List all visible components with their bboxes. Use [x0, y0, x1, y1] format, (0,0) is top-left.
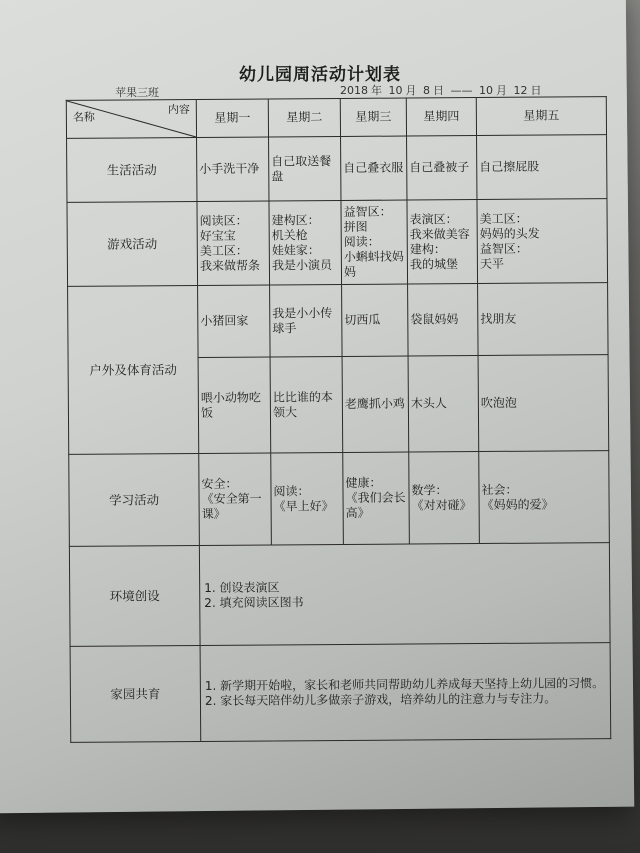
day-header-wed: 星期三 [340, 98, 406, 136]
corner-header [66, 99, 196, 138]
game-cell-wed: 益智区： 拼图 阅读： 小蝌蚪找妈妈 [341, 200, 408, 284]
outdoor-cell-wed-2: 老鹰抓小鸡 [342, 356, 409, 452]
year: 2018 [340, 84, 368, 97]
home-item-1: 1. 新学期开始啦，家长和老师共同帮助幼儿养成每天坚持上幼儿园的习惯。 [204, 675, 605, 693]
year-unit: 年 [371, 84, 382, 97]
home-row [70, 643, 611, 743]
day-header-thu: 星期四 [406, 98, 476, 136]
outdoor-cell-thu-2: 木头人 [408, 356, 479, 452]
study-cell-tue: 阅读： 《早上好》 [271, 452, 344, 545]
start-day: 8 [423, 84, 430, 97]
outdoor-row-1 [68, 283, 608, 359]
row-label-study: 学习活动 [69, 453, 200, 546]
outdoor-cell-tue-1: 我是小小传球手 [270, 284, 343, 357]
row-label-environment: 环境创设 [69, 545, 200, 646]
weekly-plan-table [66, 96, 611, 743]
day-unit-2: 日 [530, 84, 542, 97]
end-month: 10 [479, 84, 493, 97]
outdoor-cell-thu-1: 袋鼠妈妈 [408, 284, 479, 356]
outdoor-cell-fri-1: 找朋友 [478, 283, 608, 356]
environment-item-1: 1. 创设表演区 [204, 579, 280, 595]
row-label-game: 游戏活动 [67, 201, 198, 286]
life-cell-wed: 自己叠衣服 [341, 136, 407, 200]
game-cell-thu: 表演区： 我来做美容 建构： 我的城堡 [407, 200, 478, 284]
document-title: 幼儿园周活动计划表 [239, 65, 401, 85]
start-month: 10 [388, 84, 403, 97]
month-unit-2: 月 [496, 84, 507, 97]
life-cell-tue: 自己取送餐盘 [269, 136, 341, 201]
life-row [67, 135, 607, 203]
environment-row [69, 543, 610, 647]
study-row [69, 451, 610, 547]
row-label-life: 生活活动 [67, 137, 197, 202]
home-notes [200, 643, 611, 742]
corner-left-label: 名称 [72, 110, 95, 124]
game-row [67, 199, 608, 287]
outdoor-cell-wed-1: 切西瓜 [342, 284, 409, 356]
study-cell-fri: 社会： 《妈妈的爱》 [479, 451, 610, 544]
day-header-fri: 星期五 [476, 97, 606, 136]
header-row [66, 97, 606, 139]
outdoor-cell-tue-2: 比比谁的本领大 [270, 356, 343, 453]
outdoor-cell-mon-1: 小猪回家 [198, 285, 271, 358]
day-header-mon: 星期一 [196, 99, 268, 138]
date-separator: —— [450, 84, 473, 97]
corner-right-label: 内容 [167, 103, 190, 117]
game-cell-fri: 美工区： 妈妈的头发 益智区： 天平 [477, 199, 608, 284]
home-item-2: 2. 家长每天陪伴幼儿多做亲子游戏，培养幼儿的注意力与专注力。 [204, 690, 557, 708]
life-cell-thu: 自己叠被子 [407, 136, 477, 200]
environment-item-2: 2. 填充阅读区图书 [204, 594, 304, 610]
outdoor-cell-mon-2: 喂小动物吃饭 [198, 357, 271, 454]
game-cell-mon: 阅读区： 好宝宝 美工区： 我来做帮条 [197, 201, 270, 286]
environment-notes [199, 543, 610, 646]
day-unit: 日 [433, 84, 444, 97]
study-cell-mon: 安全： 《安全第一课》 [199, 453, 272, 546]
game-cell-tue: 建构区： 机关枪 娃娃家： 我是小演员 [269, 200, 342, 285]
class-name: 苹果三班 [115, 86, 159, 99]
study-cell-wed: 健康： 《我们会长高》 [343, 452, 410, 544]
end-day: 12 [513, 84, 528, 97]
month-unit: 月 [405, 84, 417, 97]
date-range [340, 82, 545, 98]
study-cell-thu: 数学： 《对对碰》 [409, 452, 480, 544]
row-label-home: 家园共育 [70, 645, 201, 742]
day-header-tue: 星期二 [268, 98, 340, 137]
life-cell-fri: 自己擦屁股 [477, 135, 607, 200]
row-label-outdoor: 户外及体育活动 [68, 285, 199, 454]
life-cell-mon: 小手洗干净 [197, 137, 269, 202]
plan-table-wrapper [66, 96, 610, 742]
outdoor-cell-fri-2: 吹泡泡 [478, 355, 609, 452]
